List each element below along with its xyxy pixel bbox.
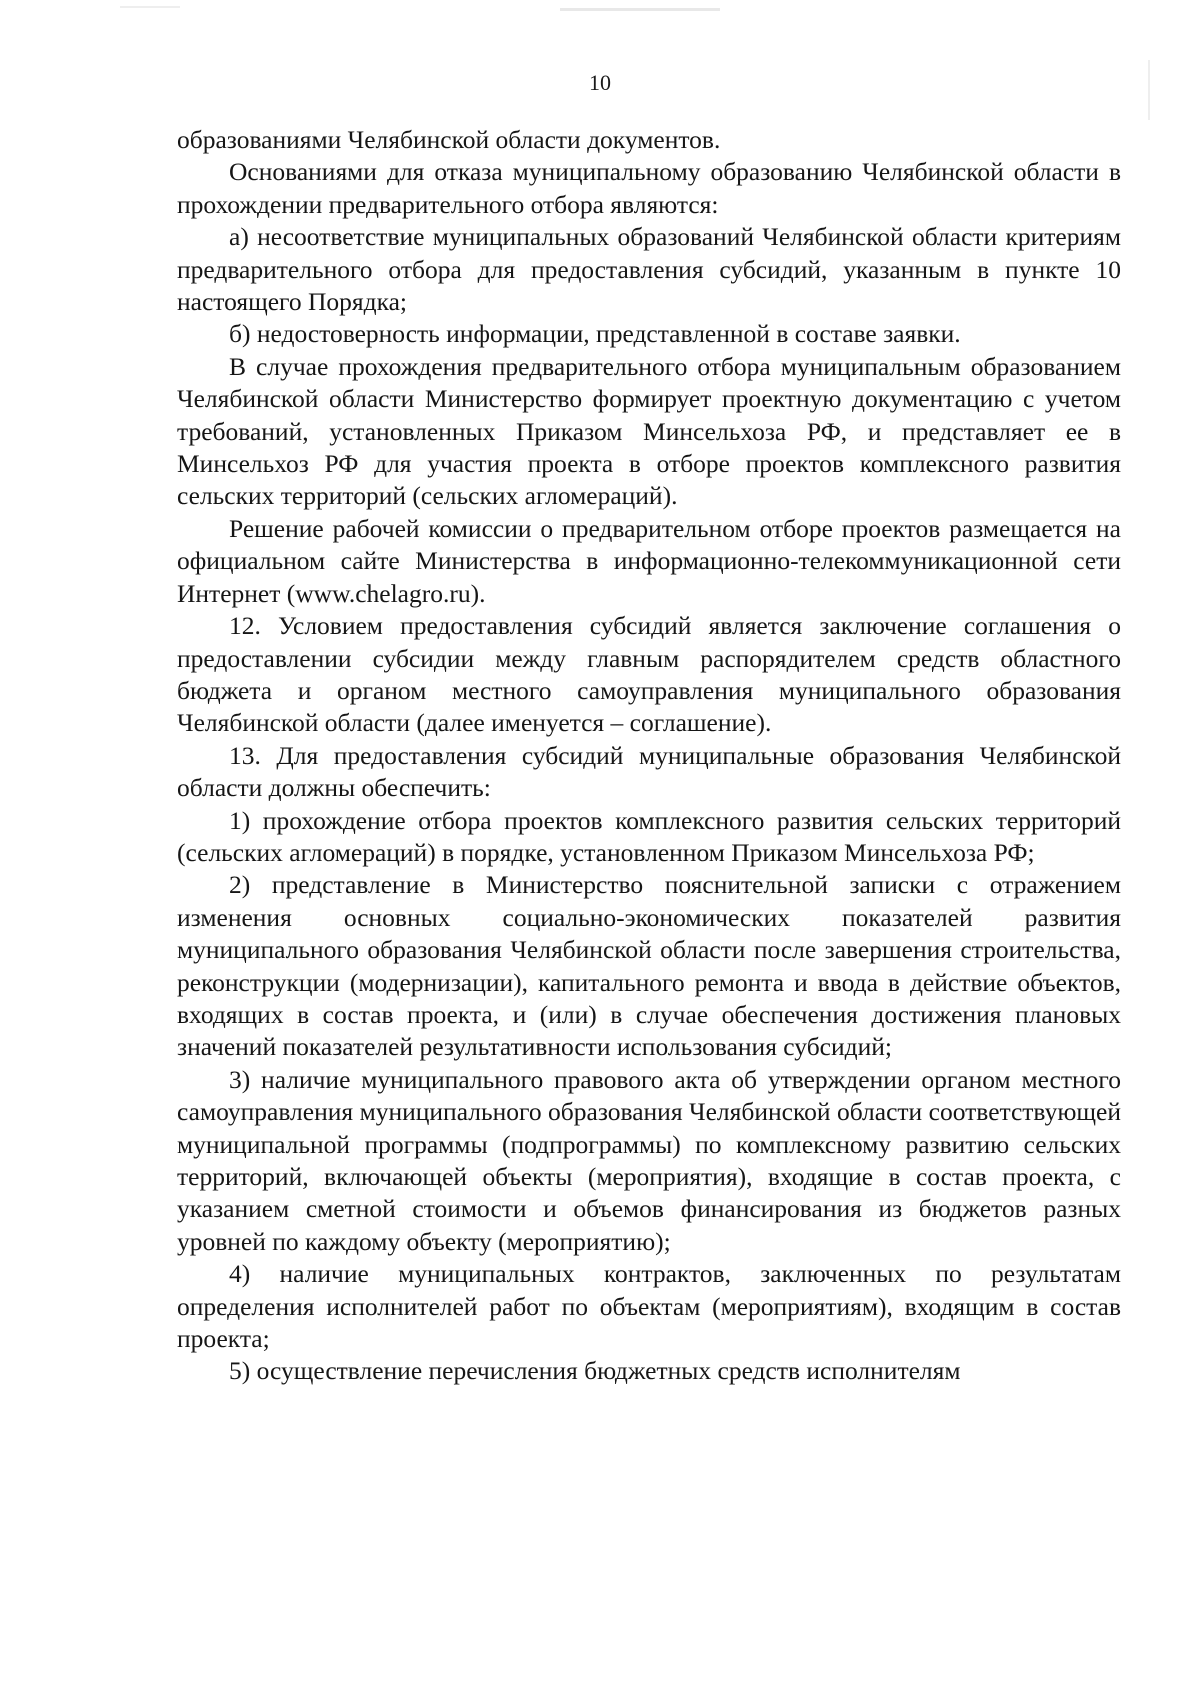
paragraph: 2) представление в Министерство пояснительной записки с отражением изменения основных социально-экономических показателей развития муниципального образования Челябинской области после завершения строительства, реконструкции (модернизации), капитального ремонта и ввода в действие объектов, входящих в состав проекта, и (или) в случае обеспечения достижения плановых значений показателей результативности использования субсидий; xyxy=(177,870,1121,1062)
document-body xyxy=(177,124,1121,1388)
paragraph: а) несоответствие муниципальных образований Челябинской области критериям предварительного отбора для предоставления субсидий, указанным в пункте 10 настоящего Порядка; xyxy=(177,222,1121,317)
paragraph: 13. Для предоставления субсидий муниципальные образования Челябинской области должны обеспечить: xyxy=(177,740,1121,803)
page-number: 10 xyxy=(589,70,611,95)
paragraph: образованиями Челябинской области документов. xyxy=(177,125,721,154)
scan-artifact xyxy=(120,6,180,8)
paragraph: 12. Условием предоставления субсидий является заключение соглашения о предоставлении субсидии между главным распорядителем средств областного бюджета и органом местного самоуправления муниципального образования Челябинской области (далее именуется – соглашение). xyxy=(177,611,1121,738)
paragraph: Основаниями для отказа муниципальному образованию Челябинской области в прохождении предварительного отбора являются: xyxy=(177,157,1121,219)
paragraph: 3) наличие муниципального правового акта об утверждении органом местного самоуправления муниципального образования Челябинской области соответствующей муниципальной программы (подпрограммы) по комплексному развитию сельских территорий, включающей объекты (мероприятия), входящие в состав проекта, с указанием сметной стоимости и объемов финансирования из бюджетов разных уровней по каждому объекту (мероприятию); xyxy=(177,1064,1121,1256)
scan-artifact xyxy=(560,8,720,11)
paragraph: б) недостоверность информации, представленной в составе заявки. xyxy=(229,319,961,349)
paragraph: Решение рабочей комиссии о предварительном отборе проектов размещается на официальном сайте Министерства в информационно-телекоммуникационной сети Интернет (www.chelagro.ru). xyxy=(177,513,1121,608)
paragraph: 4) наличие муниципальных контрактов, заключенных по результатам определения исполнителей работ по объектам (мероприятиям), входящим в состав проекта; xyxy=(177,1259,1121,1354)
paragraph: 5) осуществление перечисления бюджетных средств исполнителям xyxy=(229,1356,961,1386)
paragraph: 1) прохождение отбора проектов комплексного развития сельских территорий (сельских агломераций) в порядке, установленном Приказом Минсельхоза РФ; xyxy=(177,805,1121,867)
paragraph: В случае прохождения предварительного отбора муниципальным образованием Челябинской области Министерство формирует проектную документацию с учетом требований, установленных Приказом Минсельхоза РФ, и представляет ее в Минсельхоз РФ для участия проекта в отборе проектов комплексного развития сельских территорий (сельских агломераций). xyxy=(177,351,1121,511)
